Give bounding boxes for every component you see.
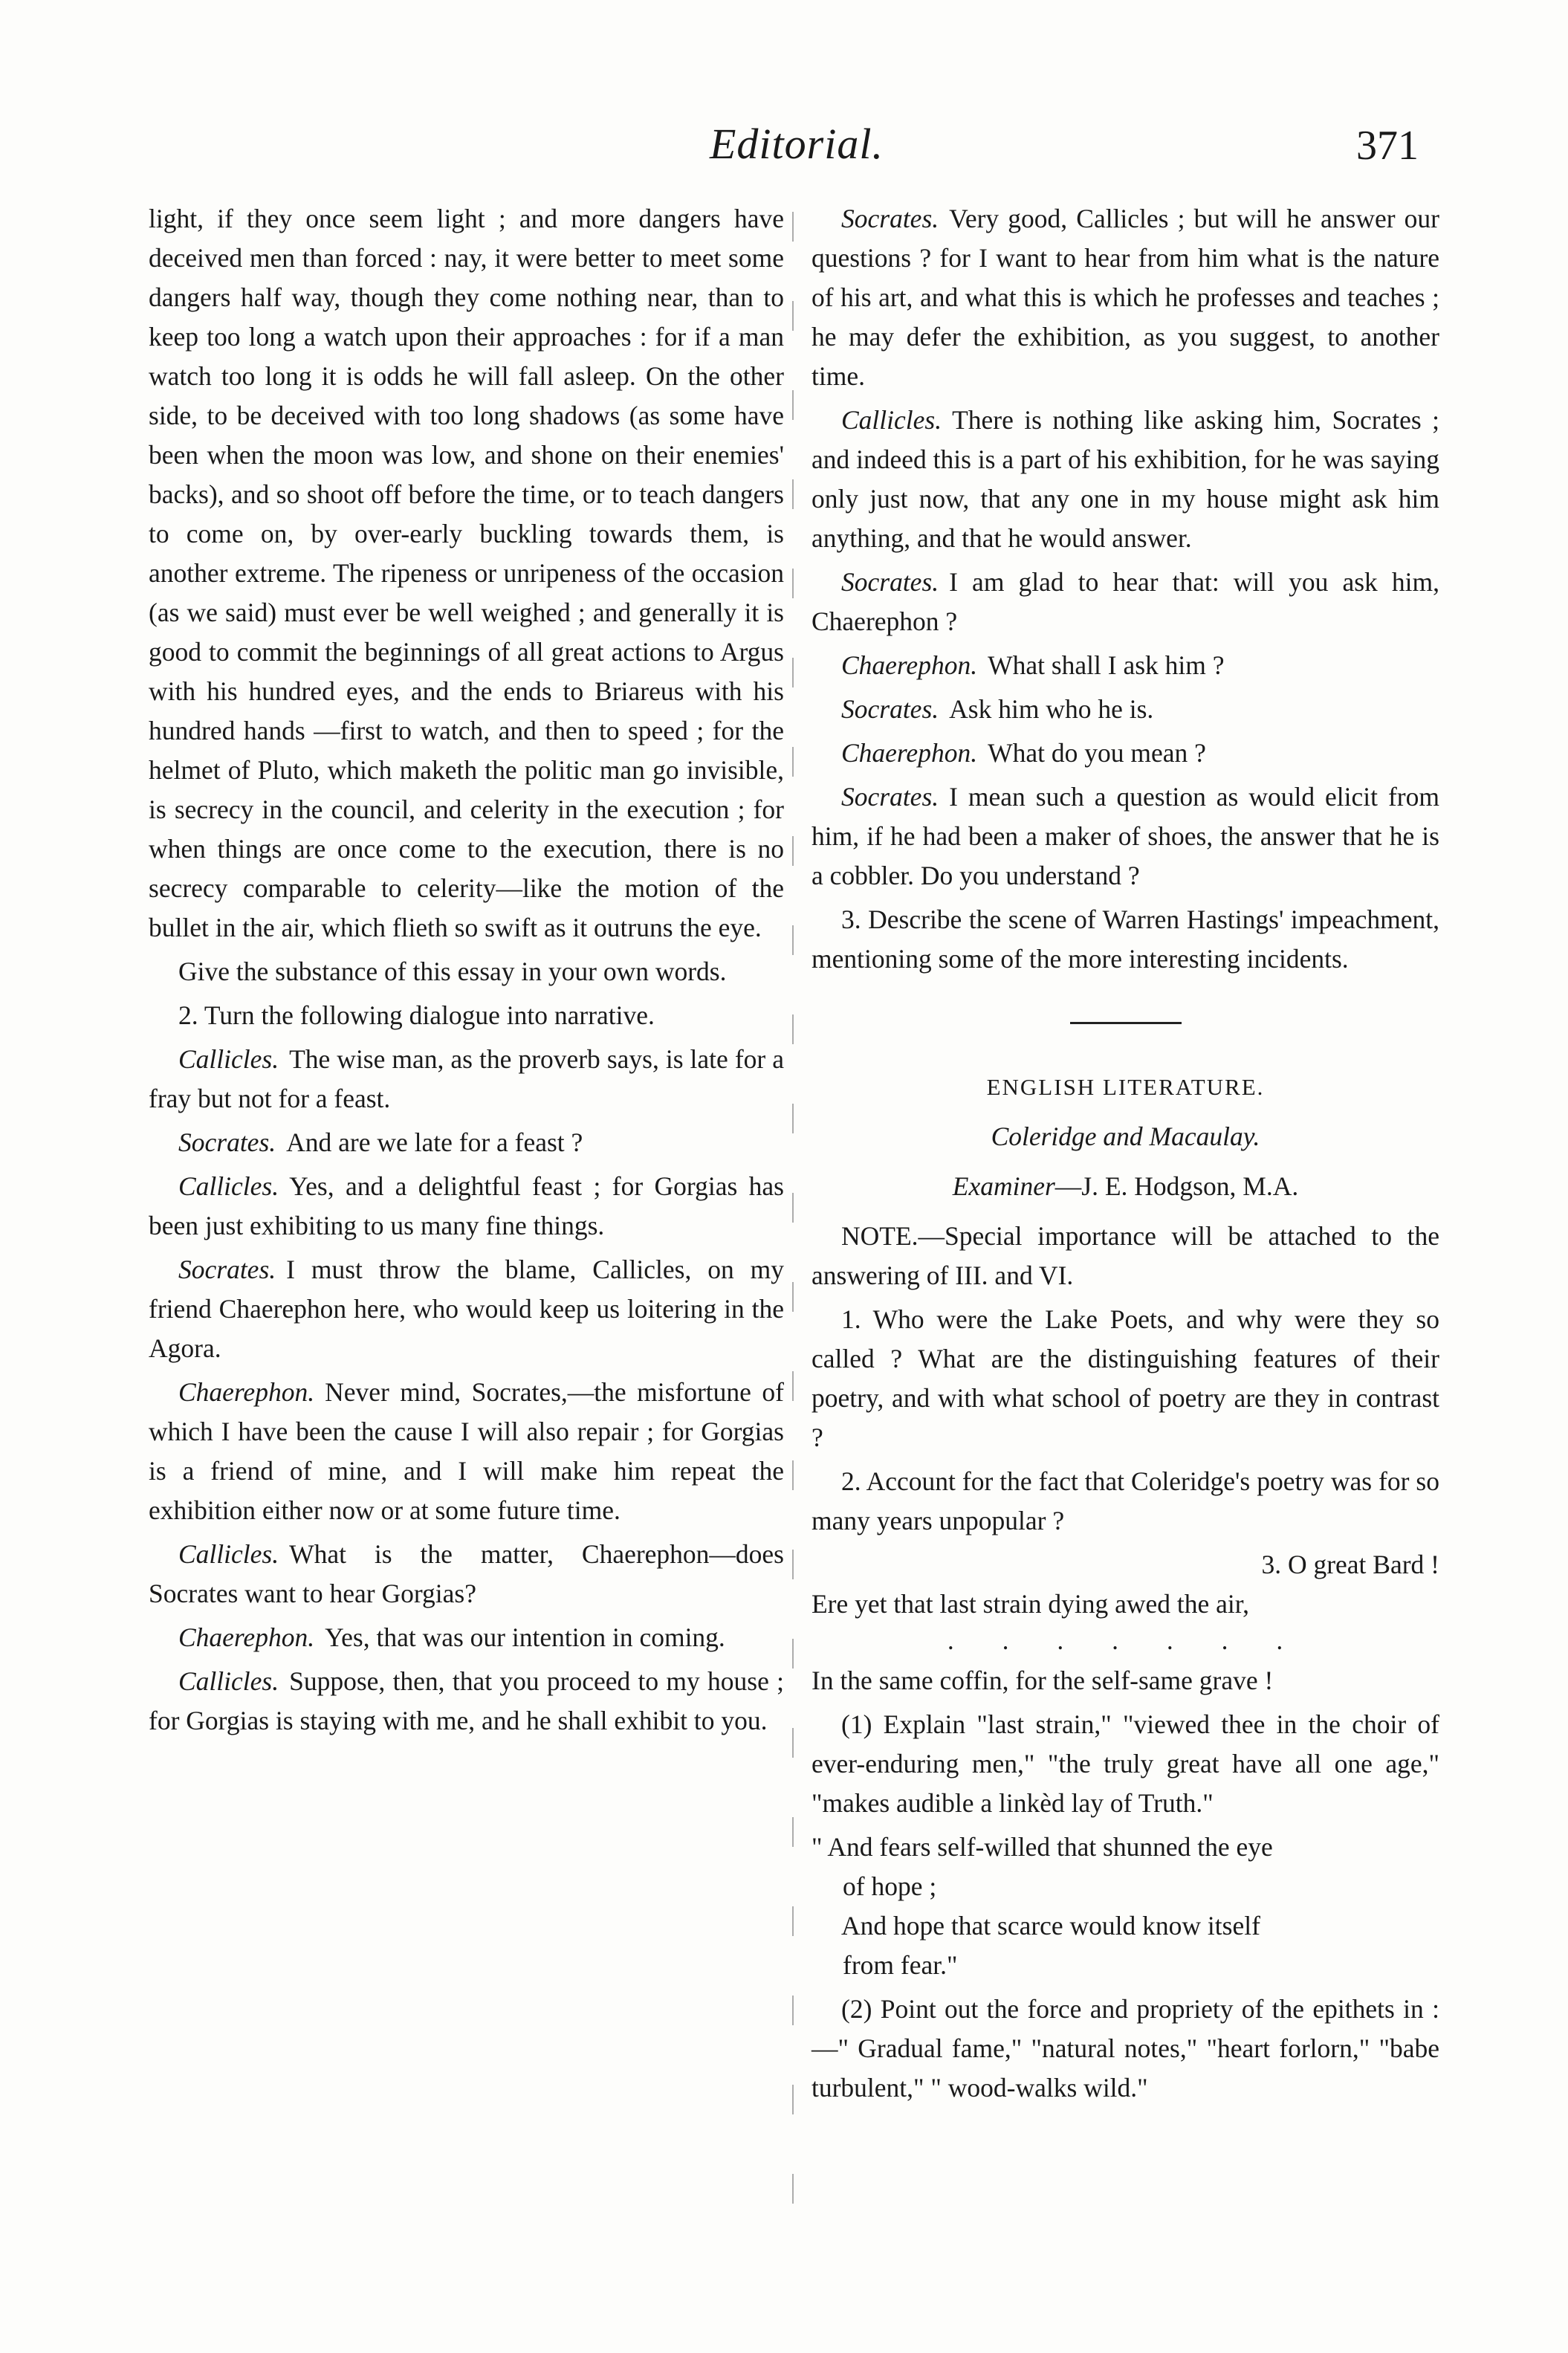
examiner-name: —J. E. Hodgson, M.A. xyxy=(1054,1171,1299,1201)
dialogue-text: Suppose, then, that you proceed to my house ; for Gorgias is staying with me, and he shall exhibit to you. xyxy=(149,1666,784,1735)
dialogue-line xyxy=(149,1618,784,1657)
dialogue-text: I mean such a question as would elicit from him, if he had been a maker of shoes, the answer that he is a cobbler. Do you understand ? xyxy=(811,782,1439,890)
dialogue-text: Very good, Callicles ; but will he answer our questions ? for I want to hear from him what is the nature of his art, and what this is which he professes and teaches ; he may defer the exhibition, as you suggest, to another time. xyxy=(811,204,1439,391)
speaker-name: Chaerephon. xyxy=(178,1377,315,1407)
speaker-name: Callicles. xyxy=(178,1044,279,1074)
section-heading: ENGLISH LITERATURE. xyxy=(986,1074,1265,1100)
speaker-name: Chaerephon. xyxy=(178,1622,315,1652)
poem-line-3: In the same coffin, for the self-same grave ! xyxy=(811,1666,1274,1695)
speaker-name: Chaerephon. xyxy=(841,738,978,768)
literature-question-3-part-1: (1) Explain "last strain," "viewed thee in the choir of ever-enduring men," "the truly great have all one age," "makes audible a linkèd lay of Truth." xyxy=(811,1709,1439,1818)
page-header xyxy=(0,111,1568,193)
dialogue-line xyxy=(149,1123,784,1162)
speaker-name: Socrates. xyxy=(178,1127,276,1157)
section-rule xyxy=(1070,1022,1182,1024)
dialogue-line xyxy=(811,401,1439,558)
dialogue-text: Never mind, Socrates,—the misfortune of which I have been the cause I will also repair ; for Gorgias is a friend of mine, and I will make him repeat the exhibition either now or at some future time. xyxy=(149,1377,784,1525)
dialogue-line xyxy=(811,199,1439,396)
dialogue-text: What is the matter, Chaerephon—does Socrates want to hear Gorgias? xyxy=(149,1539,784,1608)
dialogue-line xyxy=(149,1250,784,1368)
running-title: Editorial. xyxy=(710,120,884,168)
speaker-name: Callicles. xyxy=(178,1539,279,1569)
essay-continued-paragraph: light, if they once seem light ; and more dangers have deceived men than forced : nay, it were better to meet some dangers half way, though they come nothing near, than to keep too long a watch upon their approaches : for if a man watch too long it is odds he will fall asleep. On the other side, to be deceived with too long shadows (as some have been when the moon was low, and shone on their enemies' backs), and so shoot off before the time, or to teach dangers to come on, by over-early buckling towards them, is another extreme. The ripeness or unripeness of the occasion (as we said) must ever be well weighed ; and generally it is good to commit the beginnings of all great actions to Argus with his hundred eyes, and the ends to Briareus with his hundred hands —first to watch, and then to speed ; for the helmet of Pluto, which maketh the politic man go invisible, is secrecy in the council, and celerity in the execution ; for when things are once come to the execution, there is no secrecy comparable to celerity—like the motion of the bullet in the air, which flieth so swift as it outruns the eye. xyxy=(149,204,784,942)
dialogue-line xyxy=(811,646,1439,685)
speaker-name: Socrates. xyxy=(841,782,939,812)
examiner-label: Examiner xyxy=(952,1171,1055,1201)
speaker-name: Socrates. xyxy=(841,694,939,724)
literature-question-1: 1. Who were the Lake Poets, and why were they so called ? What are the distinguishing features of their poetry, and with what school of poetry are they in contrast ? xyxy=(811,1304,1439,1452)
speaker-name: Chaerephon. xyxy=(841,650,978,680)
poem-line-1: 3. O great Bard ! xyxy=(1261,1550,1439,1579)
dialogue-text: The wise man, as the proverb says, is late for a fray but not for a feast. xyxy=(149,1044,784,1113)
speaker-name: Callicles. xyxy=(841,405,942,435)
examiner-line xyxy=(811,1167,1439,1206)
dialogue-line xyxy=(811,563,1439,641)
dialogue-text: Yes, that was our intention in coming. xyxy=(325,1622,725,1652)
dialogue-line xyxy=(149,1373,784,1530)
dialogue-line xyxy=(811,690,1439,729)
dialogue-text: What do you mean ? xyxy=(988,738,1206,768)
speaker-name: Callicles. xyxy=(178,1666,279,1696)
dialogue-text: What shall I ask him ? xyxy=(988,650,1225,680)
speaker-name: Socrates. xyxy=(178,1255,276,1284)
essay-instruction: Give the substance of this essay in your own words. xyxy=(178,957,727,986)
quote-line: " And fears self-willed that shunned the eye xyxy=(811,1832,1273,1862)
dialogue-text: And are we late for a feast ? xyxy=(286,1127,583,1157)
dialogue-line xyxy=(811,734,1439,773)
literature-question-2: 2. Account for the fact that Coleridge's poetry was for so many years unpopular ? xyxy=(811,1466,1439,1535)
exam-note: NOTE.—Special importance will be attached to the answering of III. and VI. xyxy=(811,1221,1439,1290)
right-column xyxy=(811,199,1439,2112)
column-divider xyxy=(792,212,794,2263)
dialogue-line xyxy=(149,1167,784,1246)
dialogue-text: There is nothing like asking him, Socrates ; and indeed this is a part of his exhibition, for he was saying only just now, that any one in my house might ask him anything, and that he would answer. xyxy=(811,405,1439,553)
dialogue-line xyxy=(149,1535,784,1614)
speaker-name: Callicles. xyxy=(178,1171,279,1201)
speaker-name: Socrates. xyxy=(841,567,939,597)
question-2: 2. Turn the following dialogue into narrative. xyxy=(178,1000,655,1030)
question-3: 3. Describe the scene of Warren Hastings' impeachment, mentioning some of the more interesting incidents. xyxy=(811,904,1439,974)
quote-line: And hope that scarce would know itself xyxy=(841,1911,1260,1941)
dialogue-line xyxy=(811,777,1439,896)
dialogue-text: Yes, and a delightful feast ; for Gorgias has been just exhibiting to us many fine things. xyxy=(149,1171,784,1240)
dialogue-line xyxy=(149,1040,784,1119)
left-column xyxy=(149,199,784,1745)
poem-ellipsis: . . . . . . . xyxy=(947,1625,1304,1655)
poem-line-2: Ere yet that last strain dying awed the air, xyxy=(811,1589,1250,1619)
dialogue-line xyxy=(149,1662,784,1741)
speaker-name: Socrates. xyxy=(841,204,939,233)
literature-question-3-part-2: (2) Point out the force and propriety of the epithets in :—" Gradual fame," "natural notes," "heart forlorn," "babe turbulent," " wood-walks wild." xyxy=(811,1994,1439,2103)
dialogue-text: I am glad to hear that: will you ask him, Chaerephon ? xyxy=(811,567,1439,636)
dialogue-text: Ask him who he is. xyxy=(949,694,1154,724)
quote-line: from fear." xyxy=(843,1950,958,1980)
section-subheading: Coleridge and Macaulay. xyxy=(991,1122,1260,1151)
quote-line: of hope ; xyxy=(843,1871,937,1901)
page-number: 371 xyxy=(1356,123,1419,169)
dialogue-text: I must throw the blame, Callicles, on my friend Chaerephon here, who would keep us loitering in the Agora. xyxy=(149,1255,784,1363)
